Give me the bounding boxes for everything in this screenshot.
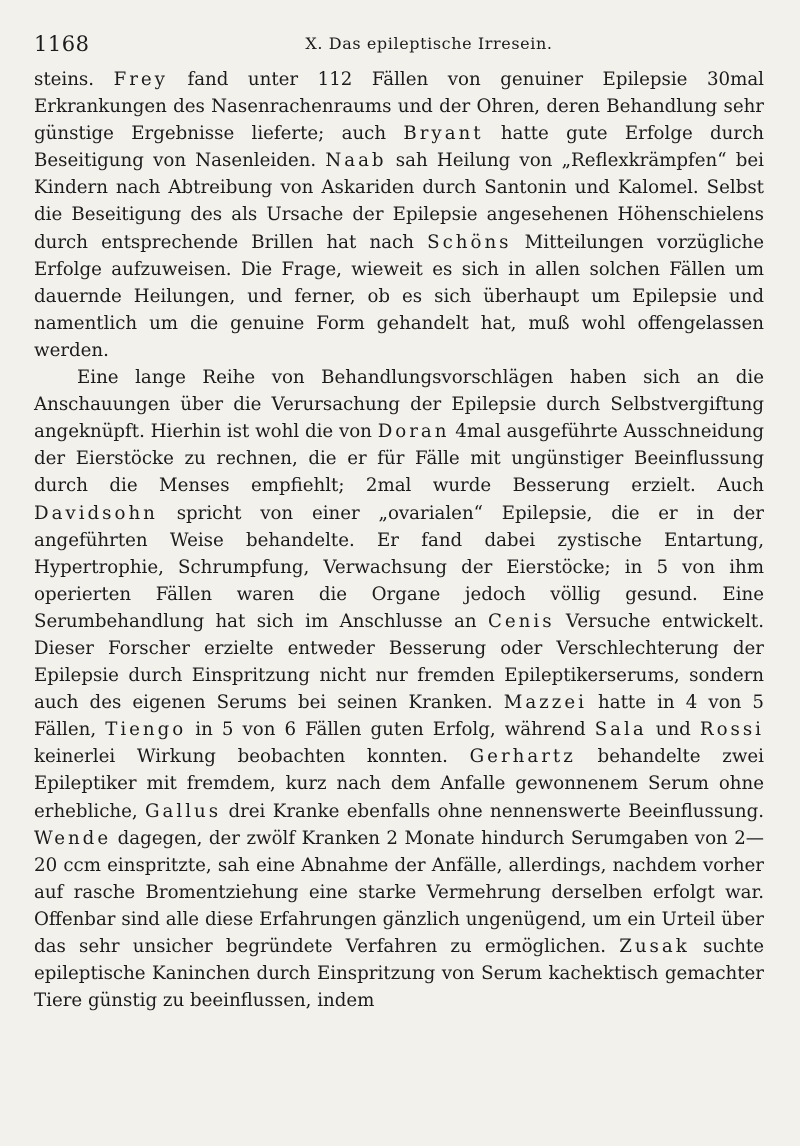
page-number: 1168 bbox=[34, 32, 90, 56]
author-name: Doran bbox=[377, 421, 450, 443]
author-name: Naab bbox=[325, 150, 387, 172]
text-run: Mitteilungen vorzügliche Erfolge aufzuweisen. Die Frage, wieweit es sich in allen solchen Fällen um dauernde Heilungen, und ferner, ob es sich überhaupt um Epilepsie und namentlich um die genuine Form gehandelt hat, muß wohl offengelassen werden. bbox=[34, 231, 765, 361]
author-name: Rossi bbox=[699, 719, 765, 741]
text-run: sah Heilung von „Reflexkrämpfen“ bei Kindern nach Abtreibung von Askariden durch Santonin und Kalomel. Selbst die Beseitigung des als Ursache der Epilepsie angesehenen Höhenschielens durch entsprechende Brillen hat nach bbox=[34, 150, 764, 253]
body-text bbox=[34, 66, 764, 1014]
author-name: Gerhartz bbox=[469, 746, 576, 768]
text-run: drei Kranke ebenfalls ohne nennenswerte Beeinflussung. bbox=[221, 800, 765, 822]
author-name: Frey bbox=[113, 69, 168, 90]
author-name: Gallus bbox=[145, 800, 222, 822]
author-name: Mazzei bbox=[503, 692, 587, 714]
text-run: keinerlei Wirkung beobachten konnten. bbox=[34, 746, 470, 768]
running-head: X. Das epileptische Irresein. bbox=[305, 34, 553, 53]
text-run: und bbox=[646, 719, 700, 741]
author-name: Zusak bbox=[619, 936, 690, 957]
text-run: hatte in 4 von 5 Fällen, bbox=[34, 692, 764, 741]
text-run: in 5 von 6 Fällen guten Erfolg, während bbox=[186, 719, 595, 741]
text-run: fand unter 112 Fällen von genuiner Epilepsie 30mal Erkrankungen des Nasenrachenraums und der Ohren, deren Behandlung sehr günstige Ergebnisse lieferte; auch bbox=[34, 69, 764, 145]
author-name: Wende bbox=[34, 827, 112, 849]
text-run: dagegen, der zwölf Kranken 2 Monate hindurch Serumgaben von 2—20 ccm einspritzte, sah eine Abnahme der Anfälle, allerdings, nachdem vorher auf rasche Bromentziehung eine starke Vermehrung derselben erfolgt war. Offenbar sind alle diese Erfahrungen gänzlich ungenügend, um ein Urteil über das sehr unsicher begründete Verfahren zu ermöglichen. bbox=[34, 827, 764, 957]
text-run: steins. bbox=[34, 69, 114, 90]
text-run: hatte gute Erfolge durch Beseitigung von Nasenleiden. bbox=[34, 123, 764, 172]
text-run: Eine lange Reihe von Behandlungsvorschlägen haben sich an die Anschauungen über die Verursachung der Epilepsie durch Selbstvergiftung angeknüpft. Hierhin ist wohl die von bbox=[34, 367, 764, 443]
text-run: behandelte zwei Epileptiker mit fremdem, kurz nach dem Anfalle gewonnenem Serum ohne erhebliche, bbox=[34, 746, 765, 822]
author-name: Sala bbox=[594, 719, 647, 741]
text-run: suchte epileptische Kaninchen durch Einspritzung von Serum kachektisch gemachter Tiere günstig zu beeinflussen, indem bbox=[34, 936, 764, 1012]
paragraph-2 bbox=[34, 364, 764, 1014]
page-header bbox=[34, 28, 764, 58]
author-name: Tiengo bbox=[105, 719, 187, 741]
paragraph-1 bbox=[34, 66, 764, 364]
text-run: spricht von einer „ovarialen“ Epilepsie, die er in der angeführten Weise behandelte. Er fand dabei zystische Entartung, Hypertrophie, Schrumpfung, Verwachsung der Eierstöcke; in 5 von ihm operierten Fällen waren die Organe jedoch völlig gesund. Eine Serumbehandlung hat sich im Anschlusse an bbox=[34, 502, 764, 632]
text-run: Versuche entwickelt. Dieser Forscher erzielte entweder Besserung oder Verschlechterung der Epilepsie durch Einspritzung nicht nur fremden Epileptikerserums, sondern auch des eigenen Serums bei seinen Kranken. bbox=[34, 610, 764, 714]
author-name: Cenis bbox=[487, 610, 555, 632]
author-name: Bryant bbox=[403, 123, 484, 145]
author-name: Davidsohn bbox=[34, 502, 158, 524]
author-name: Schöns bbox=[427, 231, 512, 253]
text-run: 4mal ausgeführte Ausschneidung der Eierstöcke zu rechnen, die er für Fälle mit ungünstiger Beeinflussung durch die Menses empfiehlt; 2mal wurde Besserung erzielt. Auch bbox=[34, 421, 765, 497]
